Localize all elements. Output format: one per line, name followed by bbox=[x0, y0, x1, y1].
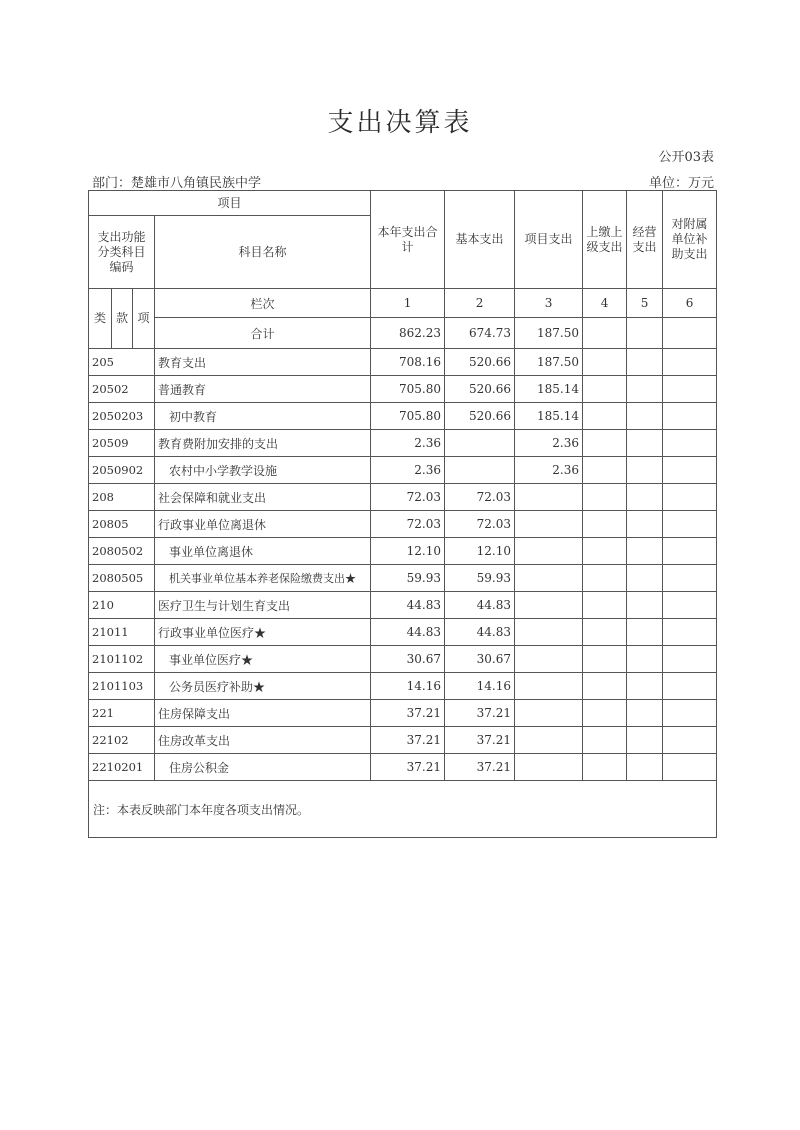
row-name: 农村中小学教学设施 bbox=[155, 457, 371, 484]
table-row bbox=[89, 592, 717, 619]
col-num-2: 2 bbox=[445, 289, 515, 318]
row-remit-upper bbox=[583, 457, 627, 484]
row-remit-upper bbox=[583, 619, 627, 646]
row-basic: 37.21 bbox=[445, 754, 515, 781]
row-basic: 30.67 bbox=[445, 646, 515, 673]
header-project: 项目支出 bbox=[515, 191, 583, 289]
row-subsidiary bbox=[663, 430, 717, 457]
row-remit-upper bbox=[583, 646, 627, 673]
row-subsidiary bbox=[663, 538, 717, 565]
table-row bbox=[89, 646, 717, 673]
column-number-row bbox=[89, 289, 717, 318]
row-name: 教育费附加安排的支出 bbox=[155, 430, 371, 457]
row-business bbox=[627, 700, 663, 727]
row-subsidiary bbox=[663, 592, 717, 619]
row-business bbox=[627, 403, 663, 430]
row-name: 公务员医疗补助★ bbox=[155, 673, 371, 700]
row-business bbox=[627, 511, 663, 538]
row-subsidiary bbox=[663, 565, 717, 592]
row-name: 普通教育 bbox=[155, 376, 371, 403]
row-remit-upper bbox=[583, 700, 627, 727]
row-remit-upper bbox=[583, 592, 627, 619]
table-row bbox=[89, 376, 717, 403]
col-num-5: 5 bbox=[627, 289, 663, 318]
row-name: 医疗卫生与计划生育支出 bbox=[155, 592, 371, 619]
row-code: 20502 bbox=[89, 376, 155, 403]
table-row bbox=[89, 484, 717, 511]
row-remit-upper bbox=[583, 673, 627, 700]
row-code: 20805 bbox=[89, 511, 155, 538]
row-project: 2.36 bbox=[515, 430, 583, 457]
row-total: 59.93 bbox=[371, 565, 445, 592]
row-total: 2.36 bbox=[371, 430, 445, 457]
sum-row bbox=[89, 318, 717, 349]
unit-label: 单位：万元 bbox=[648, 176, 714, 191]
row-basic: 72.03 bbox=[445, 511, 515, 538]
row-business bbox=[627, 727, 663, 754]
row-total: 708.16 bbox=[371, 349, 445, 376]
row-business bbox=[627, 565, 663, 592]
row-total: 44.83 bbox=[371, 619, 445, 646]
row-code: 210 bbox=[89, 592, 155, 619]
table-note: 注：本表反映部门本年度各项支出情况。 bbox=[89, 781, 717, 838]
col-num-6: 6 bbox=[663, 289, 717, 318]
row-code: 2080502 bbox=[89, 538, 155, 565]
report-title: 支出决算表 bbox=[327, 108, 473, 138]
row-total: 705.80 bbox=[371, 403, 445, 430]
row-project: 185.14 bbox=[515, 376, 583, 403]
row-code: 2101103 bbox=[89, 673, 155, 700]
row-total: 30.67 bbox=[371, 646, 445, 673]
expenditure-table bbox=[88, 190, 717, 838]
col-num-4: 4 bbox=[583, 289, 627, 318]
row-basic: 72.03 bbox=[445, 484, 515, 511]
row-business bbox=[627, 484, 663, 511]
row-project: 185.14 bbox=[515, 403, 583, 430]
sum-business bbox=[627, 318, 663, 349]
row-subsidiary bbox=[663, 619, 717, 646]
row-subsidiary bbox=[663, 673, 717, 700]
header-item: 项目 bbox=[89, 191, 371, 216]
row-remit-upper bbox=[583, 349, 627, 376]
row-remit-upper bbox=[583, 727, 627, 754]
column-label: 栏次 bbox=[155, 289, 371, 318]
row-basic: 520.66 bbox=[445, 376, 515, 403]
header-remit-upper: 上缴上级支出 bbox=[583, 191, 627, 289]
table-row bbox=[89, 349, 717, 376]
row-basic: 59.93 bbox=[445, 565, 515, 592]
row-basic: 14.16 bbox=[445, 673, 515, 700]
row-business bbox=[627, 457, 663, 484]
row-basic: 37.21 bbox=[445, 700, 515, 727]
row-basic: 12.10 bbox=[445, 538, 515, 565]
header-business: 经营支出 bbox=[627, 191, 663, 289]
row-basic: 520.66 bbox=[445, 403, 515, 430]
sum-subsidiary bbox=[663, 318, 717, 349]
note-row bbox=[89, 781, 717, 838]
header-subject-name: 科目名称 bbox=[155, 216, 371, 289]
row-code: 2050902 bbox=[89, 457, 155, 484]
row-subsidiary bbox=[663, 349, 717, 376]
sum-remit-upper bbox=[583, 318, 627, 349]
row-remit-upper bbox=[583, 565, 627, 592]
row-subsidiary bbox=[663, 511, 717, 538]
table-row bbox=[89, 700, 717, 727]
row-code: 208 bbox=[89, 484, 155, 511]
row-name: 教育支出 bbox=[155, 349, 371, 376]
row-code: 2101102 bbox=[89, 646, 155, 673]
sum-total: 862.23 bbox=[371, 318, 445, 349]
sum-label: 合计 bbox=[155, 318, 371, 349]
row-project bbox=[515, 700, 583, 727]
sum-basic: 674.73 bbox=[445, 318, 515, 349]
row-project bbox=[515, 592, 583, 619]
col-num-3: 3 bbox=[515, 289, 583, 318]
table-row bbox=[89, 430, 717, 457]
table-row bbox=[89, 403, 717, 430]
row-basic: 520.66 bbox=[445, 349, 515, 376]
row-name: 初中教育 bbox=[155, 403, 371, 430]
row-code: 2210201 bbox=[89, 754, 155, 781]
row-business bbox=[627, 538, 663, 565]
row-remit-upper bbox=[583, 403, 627, 430]
form-number: 公开03表 bbox=[658, 150, 714, 165]
row-business bbox=[627, 430, 663, 457]
header-row-item bbox=[89, 191, 717, 216]
row-business bbox=[627, 754, 663, 781]
row-total: 72.03 bbox=[371, 511, 445, 538]
row-business bbox=[627, 673, 663, 700]
row-code: 22102 bbox=[89, 727, 155, 754]
row-remit-upper bbox=[583, 754, 627, 781]
row-subsidiary bbox=[663, 457, 717, 484]
row-project bbox=[515, 619, 583, 646]
row-name: 行政事业单位医疗★ bbox=[155, 619, 371, 646]
table-row bbox=[89, 619, 717, 646]
row-name: 住房公积金 bbox=[155, 754, 371, 781]
row-project bbox=[515, 511, 583, 538]
table-row bbox=[89, 727, 717, 754]
row-total: 37.21 bbox=[371, 727, 445, 754]
row-project bbox=[515, 673, 583, 700]
row-name: 住房保障支出 bbox=[155, 700, 371, 727]
row-project: 2.36 bbox=[515, 457, 583, 484]
header-lei: 类 bbox=[89, 289, 112, 349]
row-total: 44.83 bbox=[371, 592, 445, 619]
row-name: 机关事业单位基本养老保险缴费支出★ bbox=[155, 565, 371, 592]
row-code: 20509 bbox=[89, 430, 155, 457]
row-subsidiary bbox=[663, 403, 717, 430]
table-row bbox=[89, 673, 717, 700]
row-basic bbox=[445, 457, 515, 484]
row-name: 住房改革支出 bbox=[155, 727, 371, 754]
row-basic: 44.83 bbox=[445, 619, 515, 646]
row-total: 2.36 bbox=[371, 457, 445, 484]
row-code: 205 bbox=[89, 349, 155, 376]
row-business bbox=[627, 619, 663, 646]
row-basic: 37.21 bbox=[445, 727, 515, 754]
row-project bbox=[515, 538, 583, 565]
row-project bbox=[515, 727, 583, 754]
row-basic bbox=[445, 430, 515, 457]
row-total: 14.16 bbox=[371, 673, 445, 700]
row-code: 21011 bbox=[89, 619, 155, 646]
row-name: 事业单位医疗★ bbox=[155, 646, 371, 673]
row-subsidiary bbox=[663, 727, 717, 754]
row-total: 705.80 bbox=[371, 376, 445, 403]
header-xiang: 项 bbox=[133, 289, 155, 349]
row-business bbox=[627, 376, 663, 403]
row-subsidiary bbox=[663, 700, 717, 727]
department-label: 部门：楚雄市八角镇民族中学 bbox=[92, 176, 262, 191]
row-project bbox=[515, 754, 583, 781]
row-business bbox=[627, 349, 663, 376]
row-business bbox=[627, 646, 663, 673]
row-total: 72.03 bbox=[371, 484, 445, 511]
row-subsidiary bbox=[663, 646, 717, 673]
row-project bbox=[515, 646, 583, 673]
row-code: 2050203 bbox=[89, 403, 155, 430]
table-row bbox=[89, 511, 717, 538]
row-project bbox=[515, 484, 583, 511]
table-row bbox=[89, 538, 717, 565]
row-project bbox=[515, 565, 583, 592]
row-code: 221 bbox=[89, 700, 155, 727]
header-basic: 基本支出 bbox=[445, 191, 515, 289]
col-num-1: 1 bbox=[371, 289, 445, 318]
header-code-group: 支出功能分类科目编码 bbox=[89, 216, 155, 289]
row-remit-upper bbox=[583, 484, 627, 511]
row-name: 行政事业单位离退休 bbox=[155, 511, 371, 538]
sum-project: 187.50 bbox=[515, 318, 583, 349]
table-row bbox=[89, 754, 717, 781]
row-basic: 44.83 bbox=[445, 592, 515, 619]
row-subsidiary bbox=[663, 376, 717, 403]
header-total: 本年支出合计 bbox=[371, 191, 445, 289]
table-row bbox=[89, 457, 717, 484]
header-subsidiary: 对附属单位补助支出 bbox=[663, 191, 717, 289]
row-total: 37.21 bbox=[371, 700, 445, 727]
row-name: 社会保障和就业支出 bbox=[155, 484, 371, 511]
row-project: 187.50 bbox=[515, 349, 583, 376]
row-business bbox=[627, 592, 663, 619]
row-name: 事业单位离退休 bbox=[155, 538, 371, 565]
row-total: 37.21 bbox=[371, 754, 445, 781]
row-subsidiary bbox=[663, 484, 717, 511]
row-remit-upper bbox=[583, 430, 627, 457]
header-kuan: 款 bbox=[112, 289, 133, 349]
row-total: 12.10 bbox=[371, 538, 445, 565]
row-code: 2080505 bbox=[89, 565, 155, 592]
row-subsidiary bbox=[663, 754, 717, 781]
row-remit-upper bbox=[583, 376, 627, 403]
row-remit-upper bbox=[583, 538, 627, 565]
table-row bbox=[89, 565, 717, 592]
row-remit-upper bbox=[583, 511, 627, 538]
